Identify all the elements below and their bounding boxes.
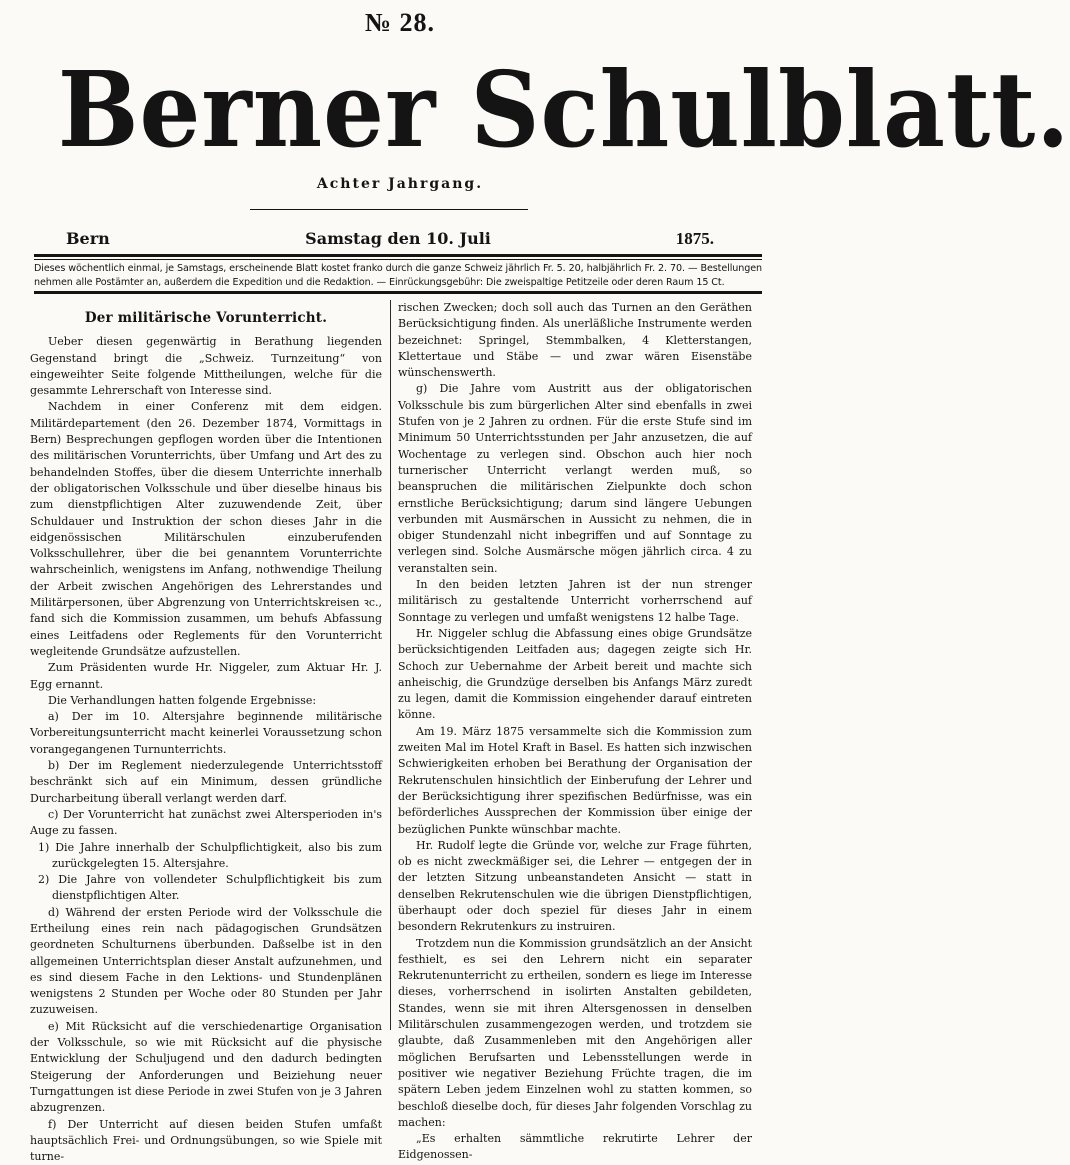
article-paragraph: a) Der im 10. Altersjahre beginnende militärische Vorbereitungsunterricht macht keinerlei Voraussetzung schon vorangegangenen Turnunterrichts. [30, 710, 382, 756]
article-paragraph: f) Der Unterricht auf diesen beiden Stufen umfaßt hauptsächlich Frei- und Ordnungsübungen, so wie Spiele mit turne- [30, 1117, 382, 1164]
article-list-item: 2) Die Jahre von vollendeter Schulpflichtigkeit bis zum dienstpflichtigen Alter. [38, 873, 382, 903]
subscription-notice: Dieses wöchentlich einmal, je Samstags, erscheinende Blatt kostet franko durch die ganze Schweiz jährlich Fr. 5. 20, halbjährlich Fr. 2. 70. — Bestellungen nehmen alle Postämter an, außerdem die Expedition und die Redaktion. — Einrückungsgebühr: Die zweispaltige Petitzeile oder deren Raum 15 Ct. [34, 263, 762, 288]
article-paragraph: In den beiden letzten Jahren ist der nun strenger militärisch zu gestaltende Unterricht vorherrschend auf Sonntage zu verlegen und umfaßt wenigstens 12 halbe Tage. [398, 578, 752, 624]
article-paragraph: Am 19. März 1875 versammelte sich die Kommission zum zweiten Mal im Hotel Kraft in Basel. Es hatten sich inzwischen Schwierigkeiten erhoben bei Berathung der Organisation der Rekrutenschulen hinsichtlich der Einberufung der Lehrer und der Berücksichtigung ihrer spezifischen Bedürfnisse, was ein beförderliches Aussprechen der Kommission über einige der bezüglichen Punkte wünschbar machte. [398, 724, 752, 836]
article-list-item: 1) Die Jahre innerhalb der Schulpflichtigkeit, also bis zum zurückgelegten 15. Altersjahre. [38, 840, 382, 870]
article-paragraph: e) Mit Rücksicht auf die verschiedenartige Organisation der Volksschule, so wie mit Rücksicht auf die physische Entwicklung der Schuljugend und den dadurch bedingten Steigerung der Anforderungen und Beiziehung neuer Turngattungen ist diese Periode in zwei Stufen von je 3 Jahren abzugrenzen. [30, 1019, 382, 1115]
article-paragraph: Hr. Niggeler schlug die Abfassung eines obige Grundsätze berücksichtigenden Leitfaden aus; dagegen zeigte sich Hr. Schoch zur Uebernahme der Arbeit bereit und machte sich anheischig, die Grundzüge derselben bis Anfangs März zuredt zu legen, damit die Kommission eingehender darauf eintreten könne. [398, 626, 752, 722]
dateline-place: Bern [66, 229, 110, 248]
article-paragraph: „Es erhalten sämmtliche rekrutirte Lehrer der Eidgenossen- [398, 1132, 752, 1162]
article-paragraph: Hr. Rudolf legte die Gründe vor, welche zur Frage führten, ob es nicht zweckmäßiger sei, die Lehrer — entgegen der in der letzten Sitzung unbeanstandeten Ansicht — statt in denselben Rekrutenschulen wie die übrigen Dienstpflichtigen, überhaupt oder doch speziel für dieses Jahr in einem besondern Rekrutenkurs zu instruiren. [398, 838, 752, 934]
article-paragraph: g) Die Jahre vom Austritt aus der obligatorischen Volksschule bis zum bürgerlichen Alter sind ebenfalls in zwei Stufen von je 2 Jahren zu ordnen. Für die erste Stufe sind im Minimum 50 Unterrichtsstunden per Jahr anzusetzen, die auf Wochentage zu verlegen sind. Obschon auch hier noch turnerischer Unterricht verlangt werden muß, so beanspruchen die militärischen Zielpunkte doch schon ernstliche Berücksichtigung; darum sind längere Uebungen verbunden mit Ausmärschen in Aussicht zu nehmen, die in obiger Stundenzahl nicht inbegriffen und auf Sonntage zu verlegen sind. Solche Ausmärsche mögen jährlich circa. 4 zu veranstalten sein. [398, 382, 752, 575]
dateline-date: Samstag den 10. Juli [305, 229, 491, 248]
masthead-title: Berner Schulblatt. [57, 48, 1070, 171]
dateline [36, 229, 760, 251]
article-heading: Der militärische Vorunterricht. [84, 310, 328, 326]
header-rule-bottom [34, 291, 762, 294]
article-paragraph: Zum Präsidenten wurde Hr. Niggeler, zum Aktuar Hr. J. Egg ernannt. [30, 661, 382, 691]
column-divider [390, 300, 391, 1030]
column-right [398, 300, 752, 1164]
article-paragraph: Die Verhandlungen hatten folgende Ergebnisse: [48, 693, 317, 707]
header-rule-top [34, 254, 762, 257]
article-paragraph: Ueber diesen gegenwärtig in Berathung liegenden Gegenstand bringt die „Schweiz. Turnzeitung“ von eingeweihter Seite folgende Mittheilungen, welche für die gesammte Lehrerschaft von Interesse sind. [30, 335, 382, 398]
article-paragraph: Nachdem in einer Conferenz mit dem eidgen. Militärdepartement (den 26. Dezember 1874, Vormittags in Bern) Besprechungen gepflogen worden über die Intentionen des militärischen Vorunterrichts, über Umfang und Art des zu behandelnden Stoffes, über die diesem Unterrichte innerhalb der obligatorischen Volksschule und über dieselbe hinaus bis zum dienstpflichtigen Alter zuzuwendende Zeit, über Schuldauer und Instruktion der schon dieses Jahr in die eidgenössischen Militärschulen einzuberufenden Volksschullehrer, über die bei genanntem Vorunterrichte wahrscheinlich, wenigstens im Anfang, nothwendige Theilung der Arbeit zwischen Angehörigen des Lehrerstandes und Militärpersonen, über Abgrenzung von Unterrichtskreisen ꝛc., fand sich die Kommission zusammen, um behufs Abfassung eines Leitfadens oder Reglements für den Vorunterricht wegleitende Grundsätze aufzustellen. [30, 400, 382, 658]
column-left [30, 300, 382, 1165]
issue-number: № 28. [364, 8, 436, 37]
article-paragraph: c) Der Vorunterricht hat zunächst zwei Altersperioden in's Auge zu fassen. [30, 807, 382, 838]
article-paragraph: Trotzdem nun die Kommission grundsätzlich an der Ansicht festhielt, es sei den Lehrern nicht ein separater Rekrutenunterricht zu ertheilen, sondern es liege im Interesse dieses, vorherrschend in isolirten Anstalten gebildeten, Standes, wenn sie mit ihren Altersgenossen in denselben Militärschulen zusammengezogen werden, und trotzdem sie glaubte, daß Zusammenleben mit den Angehörigen aller möglichen Berufsarten und Lebensstellungen werde in positiver wie negativer Beziehung Früchte tragen, die im spätern Leben jedem Einzelnen wohl zu statten kommen, so beschloß dieselbe doch, für dieses Jahr folgenden Vorschlag zu machen: [398, 936, 752, 1129]
title-divider [250, 209, 528, 210]
header-rule-thin [34, 259, 762, 260]
volume-line: Achter Jahrgang. [316, 176, 484, 192]
dateline-year: 1875. [675, 229, 714, 248]
article-paragraph: d) Während der ersten Periode wird der Volksschule die Ertheilung eines rein nach pädagogischen Grundsätzen geordneten Schulturnens überbunden. Daßselbe ist in den allgemeinen Unterrichtsplan dieser Anstalt aufzunehmen, und es sind diesem Fache in den Lektions- und Stundenplänen wenigstens 2 Stunden per Woche oder 80 Stunden per Jahr zuzuweisen. [30, 905, 382, 1017]
article-paragraph: rischen Zwecken; doch soll auch das Turnen an den Geräthen Berücksichtigung finden. Als unerläßliche Instrumente werden bezeichnet: Springel, Stemmbalken, 4 Kletterstangen, Klettertaue und Stäbe — und zwar wären Eisenstäbe wünschenswerth. [398, 301, 752, 380]
article-paragraph: b) Der im Reglement niederzulegende Unterrichtsstoff beschränkt sich auf ein Minimum, dessen gründliche Durcharbeitung überall verlangt werden darf. [30, 759, 382, 805]
